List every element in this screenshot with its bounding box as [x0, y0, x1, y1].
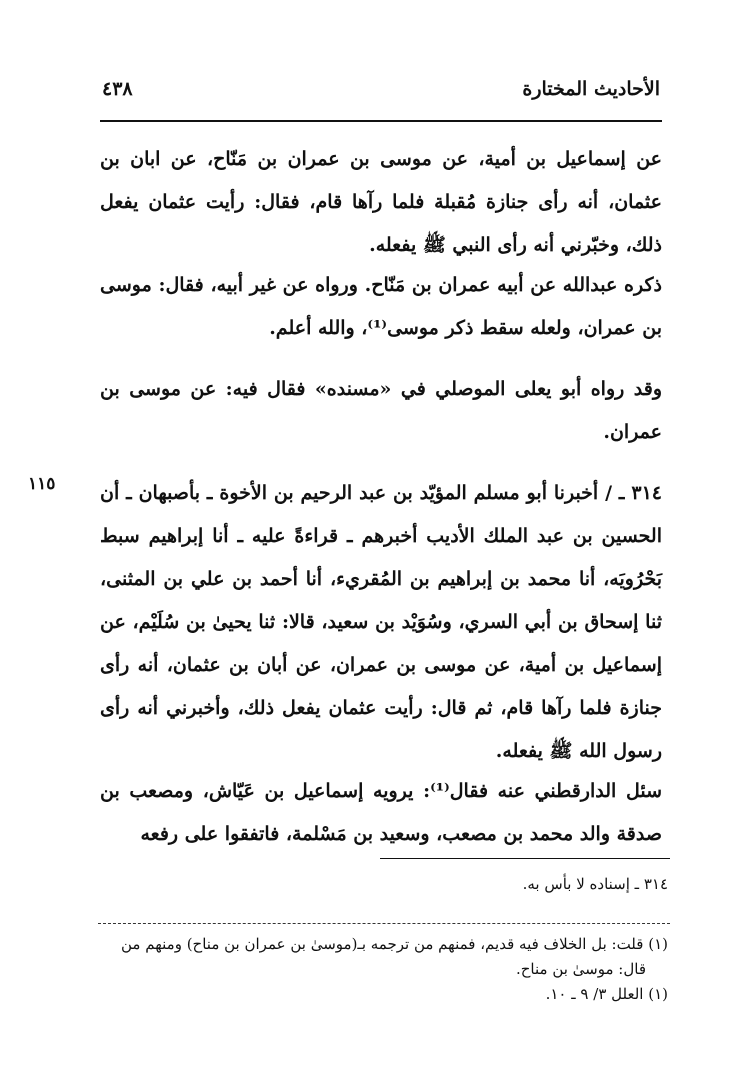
paragraph-1-text: عن إسماعيل بن أمية، عن موسى بن عمران بن مَنّاح، عن ابان بن عثمان، أنه رأى جنازة مُقبلة فلما رآها قام، فقال: رأيت عثمان يفعل ذلك، وخبّرني أنه رأى النبي ﷺ يفعله. [100, 148, 662, 256]
paragraph-daraqutni [100, 770, 662, 856]
hadith-314 [100, 472, 662, 773]
margin-reference-number: ١١٥ [28, 474, 56, 494]
footnote-1-line-1: (١) قلت: بل الخلاف فيه قديم، فمنهم من ترجمه بـ(موسىٰ بن عمران بن مناح) ومنهم من [121, 935, 668, 953]
footnote-1-line-2: قال: موسىٰ بن مناح. [515, 960, 646, 978]
paragraph-3-text: وقد رواه أبو يعلى الموصلي في «مسنده» فقال فيه: عن موسى بن عمران. [100, 378, 662, 443]
footnote-hadith-grade: ٣١٤ ـ إسناده لا بأس به. [522, 875, 668, 893]
footnote-2: (١) العلل ٣/ ٩ ـ ١٠. [545, 985, 668, 1003]
running-header-title: الأحاديث المختارة [522, 78, 660, 100]
header-rule [100, 120, 662, 122]
footnote-dashed-separator [98, 923, 670, 924]
paragraph-2-text: ذكره عبدالله عن أبيه عمران بن مَنّاح. ورواه عن غير أبيه، فقال: موسى بن عمران، ولعله سقط ذكر موسى⁽¹⁾، والله أعلم. [100, 274, 662, 339]
paragraph-2 [100, 264, 662, 350]
paragraph-1 [100, 138, 662, 267]
footnote-1 [100, 932, 668, 982]
page-number: ٤٣٨ [102, 78, 133, 100]
paragraph-daraqutni-text: سئل الدارقطني عنه فقال⁽¹⁾: يرويه إسماعيل بن عَيّاش، ومصعب بن صدقة والد محمد بن مصعب، وسعيد بن مَسْلمة، فاتفقوا على رفعه [100, 780, 662, 845]
hadith-314-text: ٣١٤ ـ / أخبرنا أبو مسلم المؤيّد بن عبد الرحيم بن الأخوة ـ بأصبهان ـ أن الحسين بن عبد الملك الأديب أخبرهم ـ قراءةً عليه ـ أنا إبراهيم سبط بَحْرُويَه، أنا محمد بن إبراهيم بن المُقريء، أنا أحمد بن علي بن المثنى، ثنا إسحاق بن أبي السري، وسُوَيْد بن سعيد، قالا: ثنا يحيىٰ بن سُلَيْم، عن إسماعيل بن أمية، عن موسى بن عمران، عن أبان بن عثمان، أنه رأى جنازة فلما رآها قام، ثم قال: رأيت عثمان يفعل ذلك، وأخبرني أنه رأى رسول الله ﷺ يفعله. [100, 482, 662, 762]
footnote-separator [380, 858, 670, 859]
paragraph-3 [100, 368, 662, 454]
